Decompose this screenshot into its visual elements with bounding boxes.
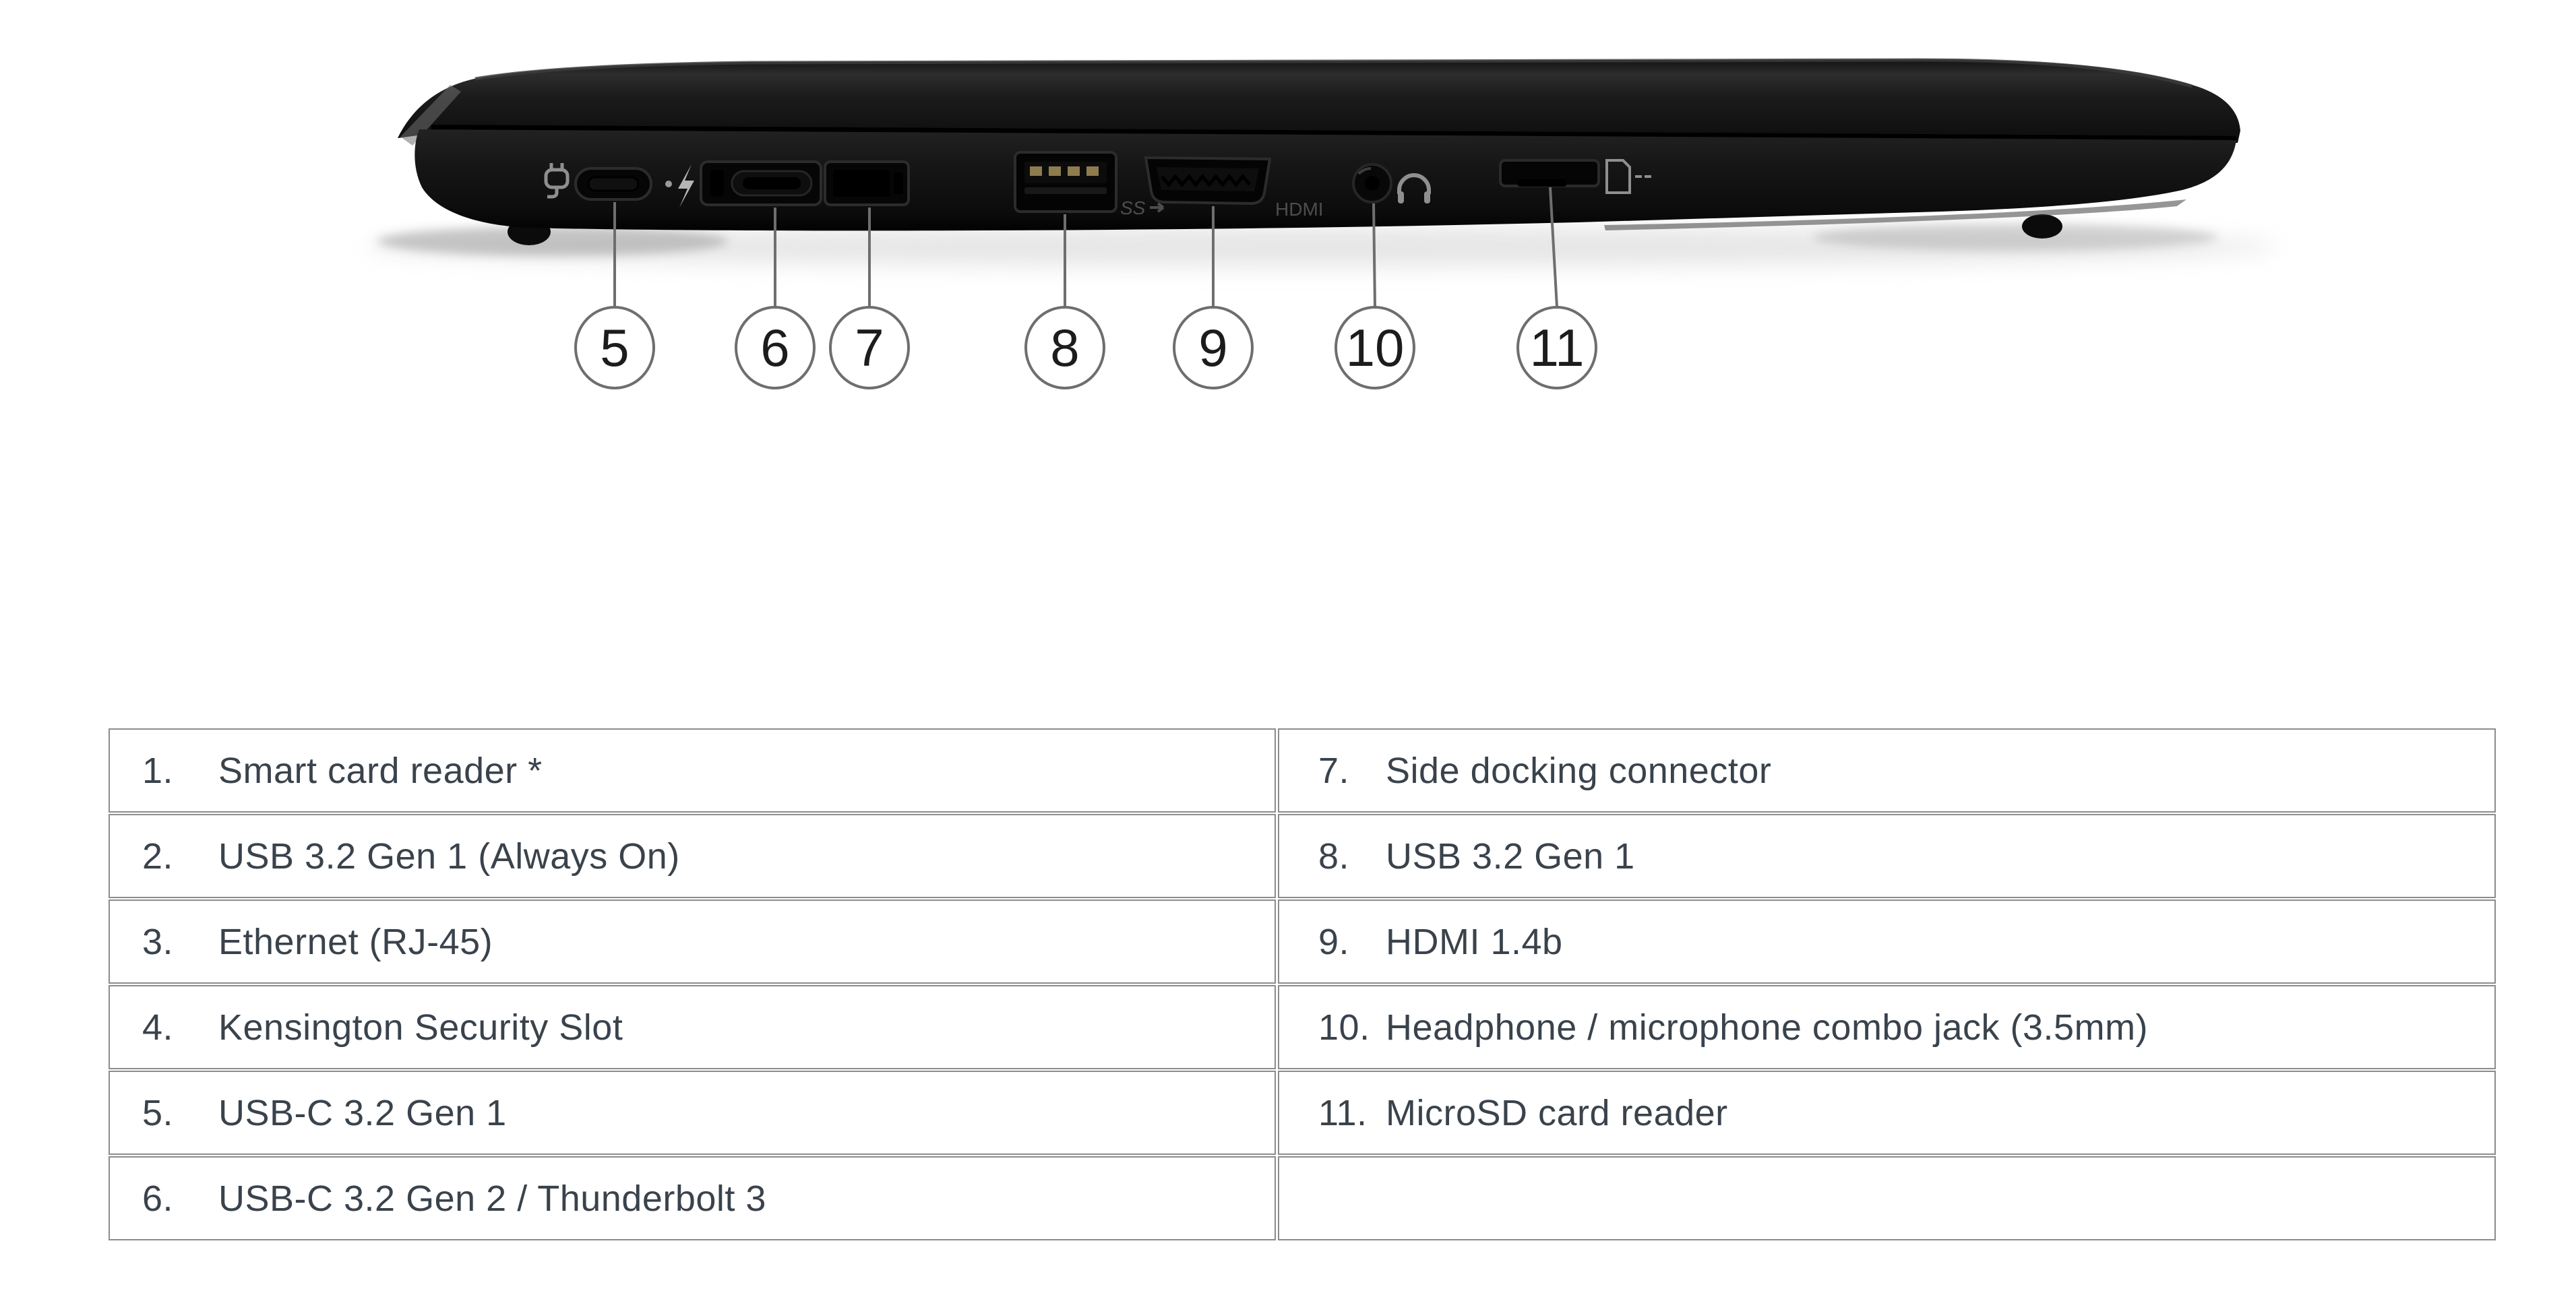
right-foot [2022, 214, 2062, 239]
callout-11-number: 11 [1529, 318, 1585, 377]
callout-7 [830, 307, 909, 388]
callout-6-number: 6 [760, 318, 790, 377]
callout-5 [576, 307, 654, 388]
usb-a-port-8 [1015, 152, 1116, 212]
legend-label: USB 3.2 Gen 1 (Always On) [218, 835, 680, 877]
legend-label: Headphone / microphone combo jack (3.5mm) [1386, 1007, 2149, 1048]
callout-line-10 [1374, 203, 1375, 307]
callout-10-number: 10 [1345, 318, 1405, 377]
legend-cell-10 [1278, 985, 2496, 1069]
docking-connector-port-7 [825, 162, 909, 205]
legend-label: Smart card reader * [218, 750, 543, 791]
port-legend [109, 727, 2496, 1242]
laptop-shadow [364, 224, 2278, 267]
hdmi-port-9 [1146, 158, 1270, 203]
legend-cell-3 [109, 899, 1276, 984]
svg-text:SS: SS [1120, 197, 1146, 218]
table-row [1278, 814, 2496, 898]
microsd-slot-port-11 [1500, 160, 1599, 187]
table-row [109, 899, 1276, 984]
hdmi-label: HDMI [1275, 199, 1324, 220]
callout-8 [1026, 307, 1104, 388]
callout-11 [1518, 307, 1596, 388]
table-row [1278, 1071, 2496, 1155]
callout-9-number: 9 [1198, 318, 1228, 377]
usb-c-port-5 [576, 168, 651, 199]
legend-cell-7 [1278, 728, 2496, 813]
audio-jack-port-10 [1353, 164, 1391, 202]
legend-cell-2 [109, 814, 1276, 898]
table-row [109, 985, 1276, 1069]
callout-10 [1336, 307, 1414, 388]
usb-c-port-6 [701, 162, 821, 205]
legend-cell-1 [109, 728, 1276, 813]
legend-cell-9 [1278, 899, 2496, 984]
callout-8-number: 8 [1050, 318, 1080, 377]
legend-number: 7. [1318, 750, 1350, 791]
legend-cell-empty [1278, 1156, 2496, 1240]
legend-cell-11 [1278, 1071, 2496, 1155]
callout-bubbles [576, 307, 1596, 388]
legend-number: 9. [1318, 921, 1350, 962]
callout-5-number: 5 [600, 318, 630, 377]
table-row [1278, 1156, 2496, 1240]
table-row [109, 814, 1276, 898]
legend-label: USB-C 3.2 Gen 1 [218, 1092, 507, 1133]
legend-cell-4 [109, 985, 1276, 1069]
legend-number: 4. [142, 1007, 174, 1048]
legend-cell-5 [109, 1071, 1276, 1155]
table-row [109, 1156, 1276, 1240]
table-row [1278, 899, 2496, 984]
legend-number: 2. [142, 835, 174, 877]
legend-number: 8. [1318, 835, 1350, 877]
callout-7-number: 7 [855, 318, 884, 377]
legend-label: MicroSD card reader [1386, 1092, 1728, 1133]
legend-label: USB-C 3.2 Gen 2 / Thunderbolt 3 [218, 1178, 766, 1219]
callout-6 [736, 307, 814, 388]
callout-9 [1174, 307, 1252, 388]
legend-label: Side docking connector [1386, 750, 1772, 791]
legend-number: 10. [1318, 1007, 1370, 1048]
legend-number: 3. [142, 921, 174, 962]
legend-cell-8 [1278, 814, 2496, 898]
legend-label: HDMI 1.4b [1386, 921, 1563, 962]
legend-number: 1. [142, 750, 174, 791]
table-row [109, 1071, 1276, 1155]
legend-cell-6 [109, 1156, 1276, 1240]
legend-label: Kensington Security Slot [218, 1007, 623, 1048]
table-row [1278, 728, 2496, 813]
legend-number: 11. [1318, 1092, 1368, 1133]
port-legend-table-left [109, 727, 1276, 1242]
legend-label: USB 3.2 Gen 1 [1386, 835, 1635, 877]
legend-label: Ethernet (RJ-45) [218, 921, 493, 962]
legend-number: 6. [142, 1178, 174, 1219]
table-row [1278, 985, 2496, 1069]
port-legend-table-right [1278, 727, 2496, 1242]
table-row [109, 728, 1276, 813]
legend-number: 5. [142, 1092, 174, 1133]
